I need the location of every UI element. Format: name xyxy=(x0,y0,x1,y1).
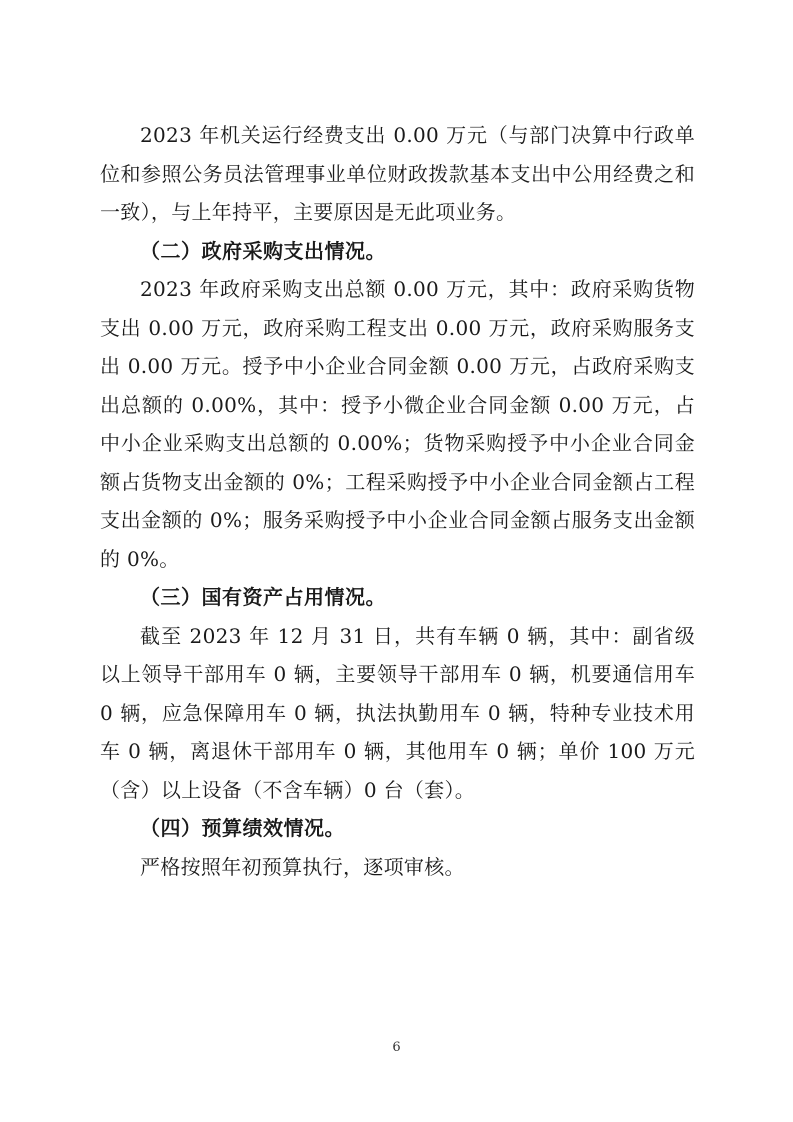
section-4-heading: （四）预算绩效情况。 xyxy=(140,816,345,840)
section-3-body: 截至 2023 年 12 月 31 日，共有车辆 0 辆，其中：副省级以上领导干部用车 0 辆，主要领导干部用车 0 辆，机要通信用车 0 辆，应急保障用车 0 辆，执法执勤用车 0 辆，特种专业技术用车 0 辆，离退休干部用车 0 辆，其他用车 0 辆；单价 100 万元（含）以上设备（不含车辆）0 台（套）。 xyxy=(100,623,695,802)
running-costs-paragraph: 2023 年机关运行经费支出 0.00 万元（与部门决算中行政单位和参照公务员法管理事业单位财政拨款基本支出中公用经费之和一致），与上年持平，主要原因是无此项业务。 xyxy=(100,123,695,224)
section-2-body: 2023 年政府采购支出总额 0.00 万元，其中：政府采购货物支出 0.00 万元，政府采购工程支出 0.00 万元，政府采购服务支出 0.00 万元。授予中小企业合同金额 0.00 万元，占政府采购支出总额的 0.00%，其中：授予小微企业合同金额 0.00 万元，占中小企业采购支出总额的 0.00%；货物采购授予中小企业合同金额占货物支出金额的 0%；工程采购授予中小企业合同金额占工程支出金额的 0%；服务采购授予中小企业合同金额占服务支出金额的 0%。 xyxy=(100,277,695,571)
page-number: 6 xyxy=(392,1040,401,1055)
section-2-heading: （二）政府采购支出情况。 xyxy=(140,238,386,263)
section-3-heading: （三）国有资产占用情况。 xyxy=(140,585,386,609)
page-content xyxy=(100,116,695,886)
section-4-body: 严格按照年初预算执行，逐项审核。 xyxy=(140,854,465,879)
